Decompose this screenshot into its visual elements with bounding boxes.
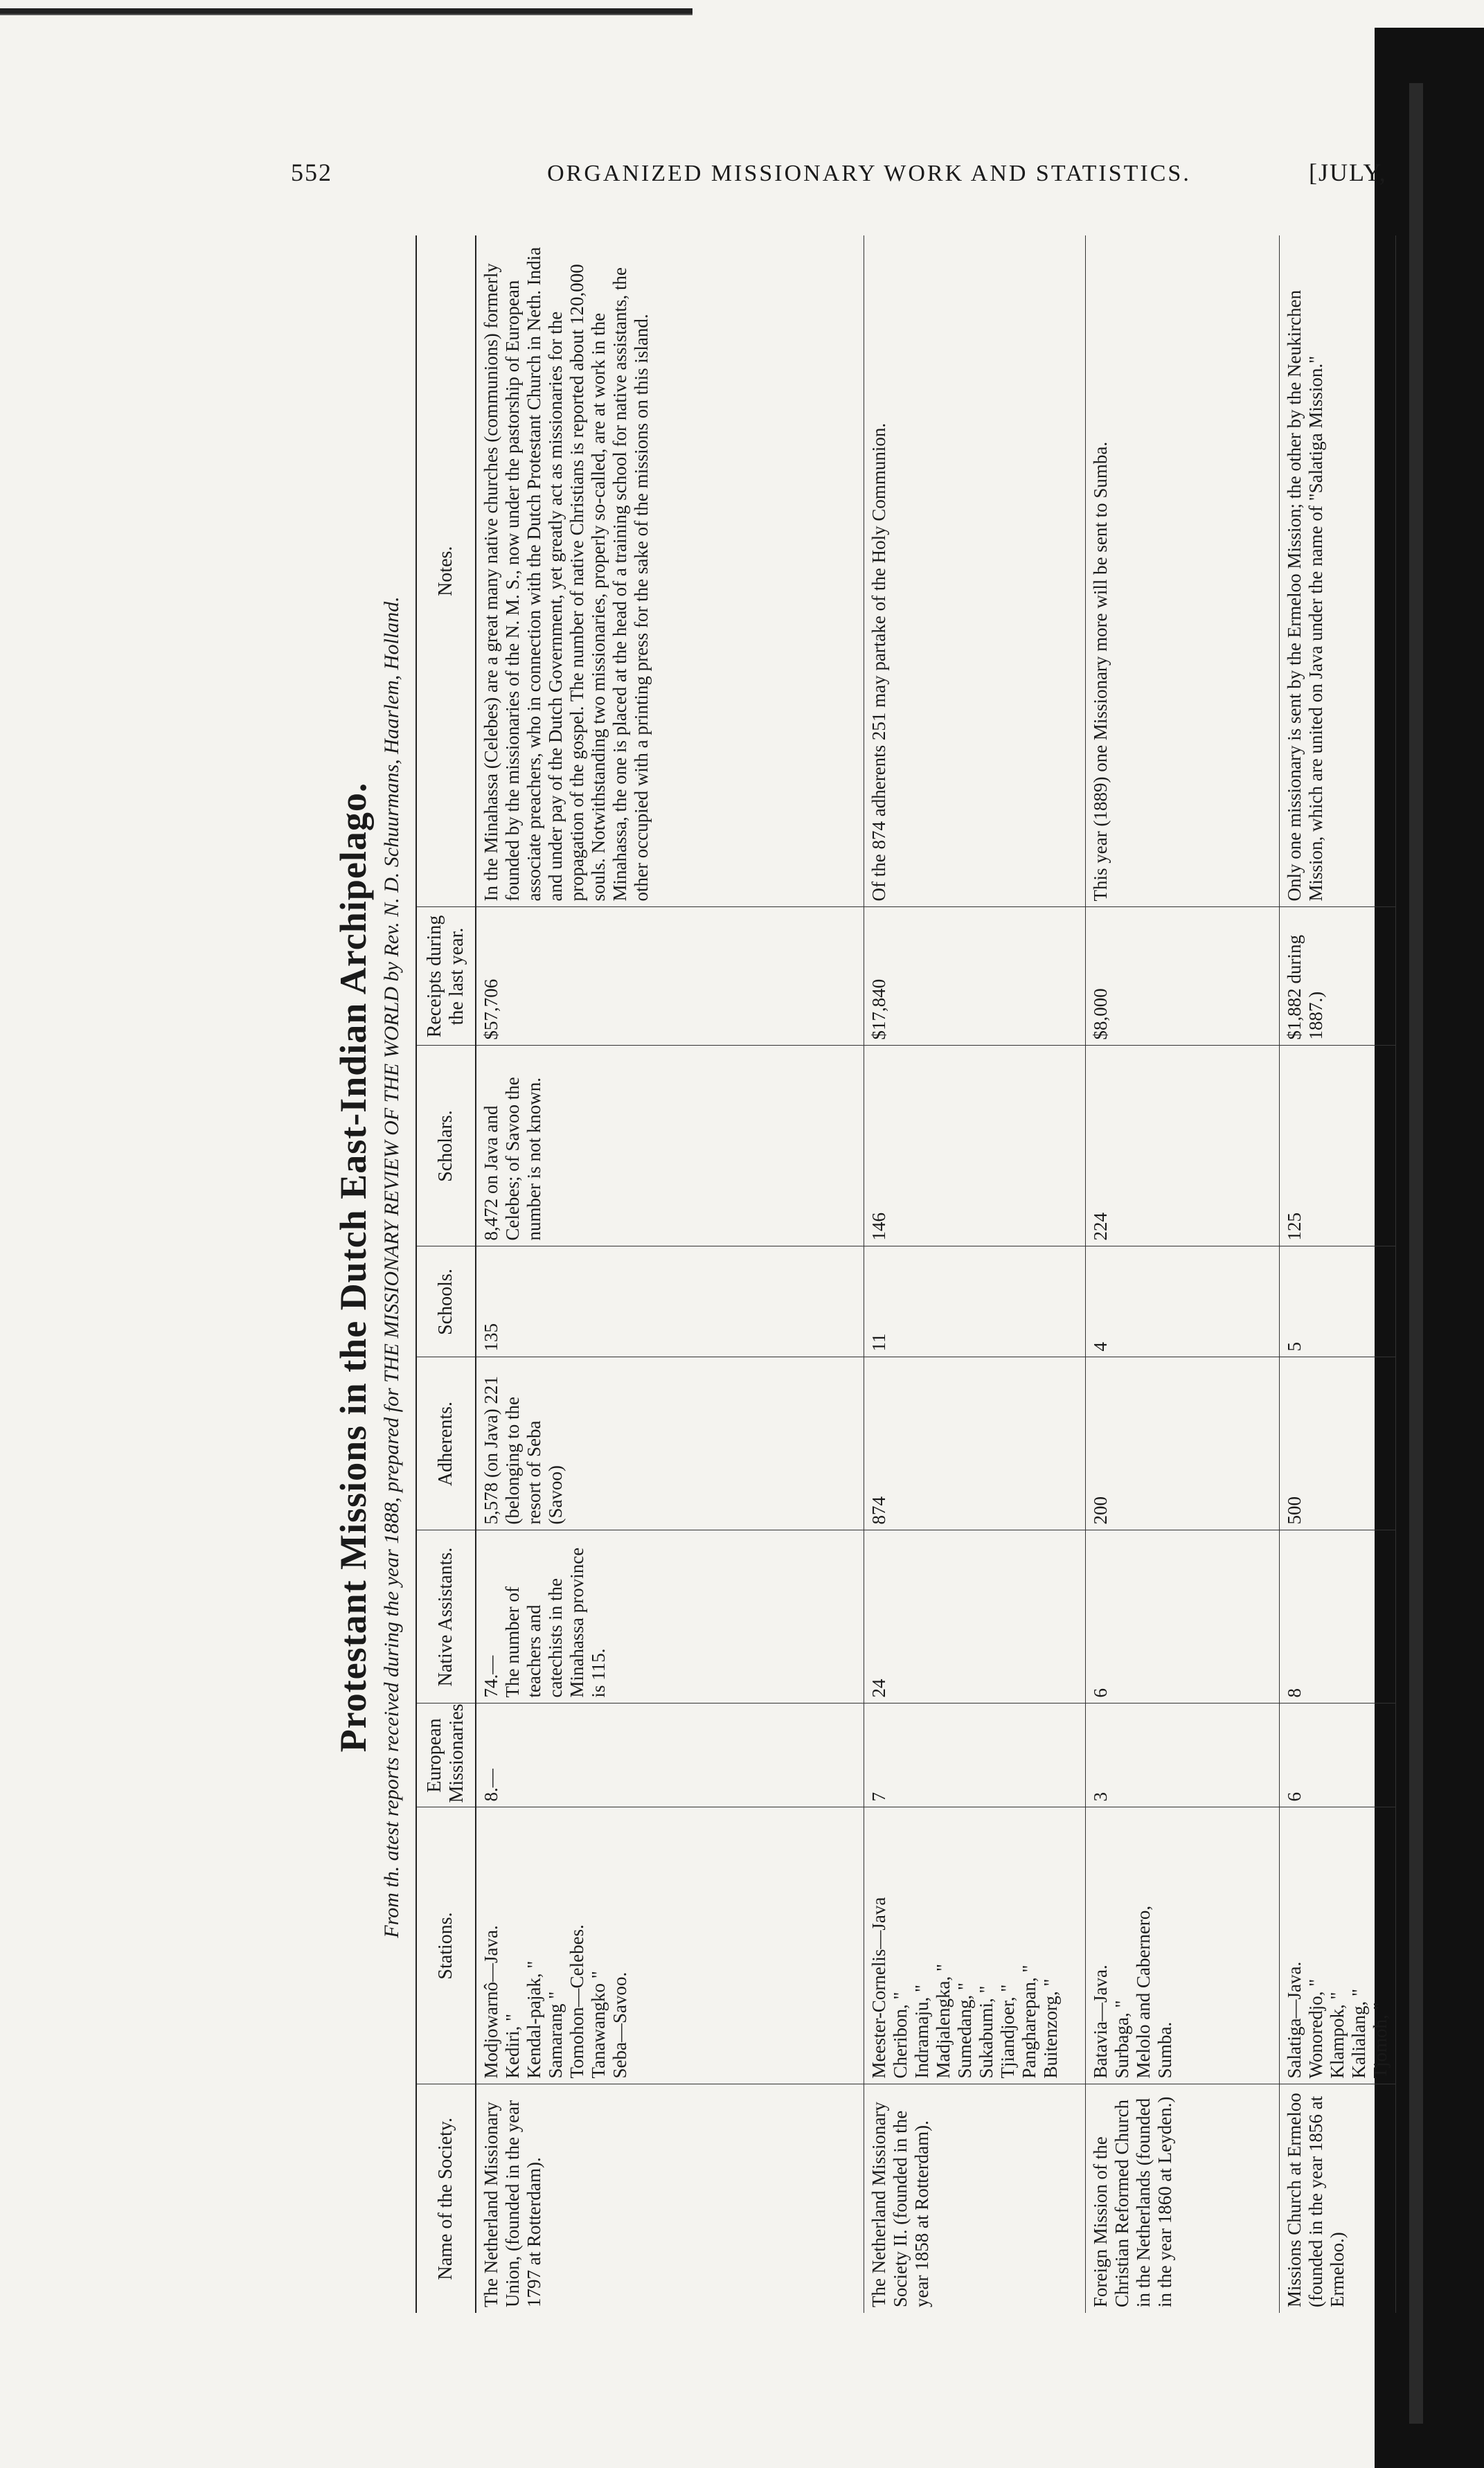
society-cell: The Netherland Missionary Society II. (founded in the year 1858 at Rotterdam). <box>864 2084 1085 2313</box>
header-stations: Stations. <box>416 1807 476 2084</box>
notes-cell: In the Minahassa (Celebes) are a great many native churches (communions) formerly founded by the missionaries of the N. M. S., now under the pastorship of European associate preachers, who in connection with the Dutch Protestant Church in Neth. India and under pay of the Dutch Government, yet greatly act as missionaries for the propagation of the gospel. The number of native Christians is reported about 120,000 souls. Notwithstanding two missionaries, properly so-called, are at work in the Minahassa, the one is placed at the head of a training school for native assistants, the other occupied with a printing press for the sake of the missions on this island. <box>476 235 864 907</box>
table-row <box>1279 235 1395 2313</box>
scholars-cell: 224 <box>1085 1046 1279 1246</box>
top-border-rule <box>0 8 692 14</box>
running-head <box>291 158 1385 187</box>
missions-table <box>415 235 1396 2313</box>
rotated-table-block <box>332 222 1391 2313</box>
scan-page-edge-inner <box>1409 83 1423 2424</box>
missionaries-cell: 6 <box>1279 1704 1395 1807</box>
assistants-cell: 24 <box>864 1530 1085 1704</box>
schools-cell: 4 <box>1085 1246 1279 1357</box>
schools-cell: 11 <box>864 1246 1085 1357</box>
stations-cell: Salatiga—Java. Wonoredjo, " Klampok, " Kalialang, " Tjomoh, " <box>1279 1807 1395 2084</box>
stations-cell: Modjowarnô—Java. Kediri, " Kendal-pajak, " Samarang " Tomohon—Celebes. Tanawangko " Seba—Savoo. <box>476 1807 864 2084</box>
table-header-row <box>416 235 476 2313</box>
society-cell: Foreign Mission of the Christian Reformed Church in the Netherlands (founded in the year 1860 at Leyden.) <box>1085 2084 1279 2313</box>
notes-cell: This year (1889) one Missionary more will be sent to Sumba. <box>1085 235 1279 907</box>
schools-cell: 135 <box>476 1246 864 1357</box>
society-cell: Missions Church at Ermeloo (founded in the year 1856 at Ermeloo.) <box>1279 2084 1395 2313</box>
assistants-cell: 74.— The number of teachers and catechists in the Minahassa province is 115. <box>476 1530 864 1704</box>
scholars-cell: 125 <box>1279 1046 1395 1246</box>
stations-cell: Meester-Cornelis—Java Cheribon, " Indramaju, " Madjalengka, " Sumedang, " Sukabumi, " Tjiandjoer, " Pangharepan, " Buitenzorg, " <box>864 1807 1085 2084</box>
running-head-title: ORGANIZED MISSIONARY WORK AND STATISTICS. <box>547 161 1191 186</box>
header-assistants: Native Assistants. <box>416 1530 476 1704</box>
missionaries-cell: 8.— <box>476 1704 864 1807</box>
receipts-cell: $8,000 <box>1085 907 1279 1046</box>
assistants-cell: 8 <box>1279 1530 1395 1704</box>
table-row <box>476 235 864 2313</box>
source-line: From th. atest reports received during the year 1888, prepared for THE MISSIONARY REVIEW OF THE WORLD by Rev. N. D. Schuurmans, Haarlem, Holland. <box>380 596 403 1938</box>
header-missionaries: European Missionaries <box>416 1704 476 1807</box>
top-border-rule-thin <box>0 14 692 15</box>
header-receipts: Receipts during the last year. <box>416 907 476 1046</box>
table-row <box>1085 235 1279 2313</box>
table-row <box>864 235 1085 2313</box>
schools-cell: 5 <box>1279 1246 1395 1357</box>
table-title: Protestant Missions in the Dutch East-Indian Archipelago. <box>332 782 374 1753</box>
society-cell: The Netherland Missionary Union, (founded in the year 1797 at Rotterdam). <box>476 2084 864 2313</box>
running-head-date: [JULY, <box>1309 159 1387 186</box>
assistants-cell: 6 <box>1085 1530 1279 1704</box>
missionaries-cell: 3 <box>1085 1704 1279 1807</box>
stations-cell: Batavia—Java. Surbaga, " Melolo and Cabernero, Sumba. <box>1085 1807 1279 2084</box>
adherents-cell: 200 <box>1085 1357 1279 1530</box>
header-scholars: Scholars. <box>416 1046 476 1246</box>
missionaries-cell: 7 <box>864 1704 1085 1807</box>
notes-cell: Of the 874 adherents 251 may partake of the Holy Communion. <box>864 235 1085 907</box>
receipts-cell: $1,882 during 1887.) <box>1279 907 1395 1046</box>
adherents-cell: 874 <box>864 1357 1085 1530</box>
header-schools: Schools. <box>416 1246 476 1357</box>
header-adherents: Adherents. <box>416 1357 476 1530</box>
header-society: Name of the Society. <box>416 2084 476 2313</box>
page-number: 552 <box>291 159 332 186</box>
adherents-cell: 500 <box>1279 1357 1395 1530</box>
receipts-cell: $17,840 <box>864 907 1085 1046</box>
adherents-cell: 5,578 (on Java) 221 (belonging to the resort of Seba (Savoo) <box>476 1357 864 1530</box>
header-notes: Notes. <box>416 235 476 907</box>
receipts-cell: $57,706 <box>476 907 864 1046</box>
scholars-cell: 8,472 on Java and Celebes; of Savoo the number is not known. <box>476 1046 864 1246</box>
notes-cell: Only one missionary is sent by the Ermeloo Mission; the other by the Neukirchen Mission, which are united on Java under the name of "Salatiga Mission." <box>1279 235 1395 907</box>
scholars-cell: 146 <box>864 1046 1085 1246</box>
